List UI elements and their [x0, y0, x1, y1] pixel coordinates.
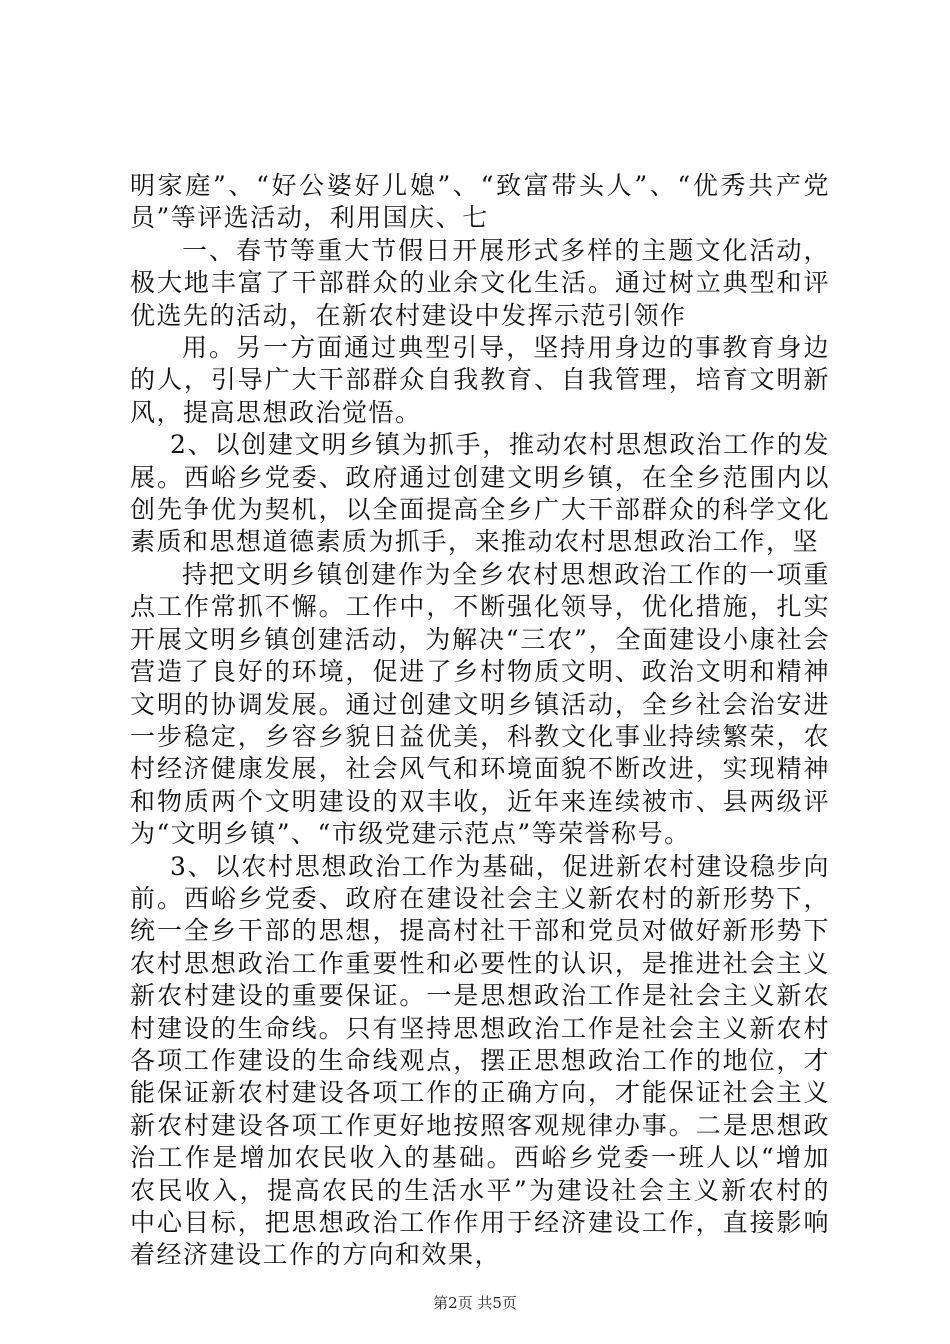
paragraph-2: 一、春节等重大节假日开展形式多样的主题文化活动，极大地丰富了干部群众的业余文化生活。通过树立典型和评优选先的活动，在新农村建设中发挥示范引领作 [130, 235, 830, 330]
paragraph-5: 持把文明乡镇创建作为全乡农村思想政治工作的一项重点工作常抓不懈。工作中，不断强化领导，优化措施，扎实开展文明乡镇创建活动，为解决“三农”，全面建设小康社会营造了良好的环境，促进了乡村物质文明、政治文明和精神文明的协调发展。通过创建文明乡镇活动，全乡社会治安进一步稳定，乡容乡貌日益优美，科教文化事业持续繁荣，农村经济健康发展，社会风气和环境面貌不断改进，实现精神和物质两个文明建设的双丰收，近年来连续被市、县两级评为“文明乡镇”、“市级党建示范点”等荣誉称号。 [130, 559, 830, 849]
paragraph-3: 用。另一方面通过典型引导，坚持用身边的事教育身边的人，引导广大干部群众自我教育、自我管理，培育文明新风，提高思想政治觉悟。 [130, 333, 830, 427]
paragraph-1: 明家庭”、“好公婆好儿媳”、“致富带头人”、“优秀共产党员”等评选活动，利用国庆、七 [130, 171, 830, 233]
page-footer: 第2页 共5页 [433, 1294, 517, 1312]
paragraph-6: 3、以农村思想政治工作为基础，促进新农村建设稳步向前。西峪乡党委、政府在建设社会主义新农村的新形势下，统一全乡干部的思想，提高村社干部和党员对做好新形势下农村思想政治工作重要性和必要性的认识，是推进社会主义新农村建设的重要保证。一是思想政治工作是社会主义新农村建设的生命线。只有坚持思想政治工作是社会主义新农村各项工作建设的生命线观点，摆正思想政治工作的地位，才能保证新农村建设各项工作的正确方向，才能保证社会主义新农村建设各项工作更好地按照客观规律办事。二是思想政治工作是增加农民收入的基础。西峪乡党委一班人以“增加农民收入，提高农民的生活水平”为建设社会主义新农村的中心目标，把思想政治工作作用于经济建设工作，直接影响着经济建设工作的方向和效果， [130, 851, 830, 1270]
document-body [130, 170, 830, 1272]
paragraph-4: 2、以创建文明乡镇为抓手，推动农村思想政治工作的发展。西峪乡党委、政府通过创建文明乡镇，在全乡范围内以创先争优为契机，以全面提高全乡广大干部群众的科学文化素质和思想道德素质为抓手，来推动农村思想政治工作，坚 [130, 430, 830, 557]
